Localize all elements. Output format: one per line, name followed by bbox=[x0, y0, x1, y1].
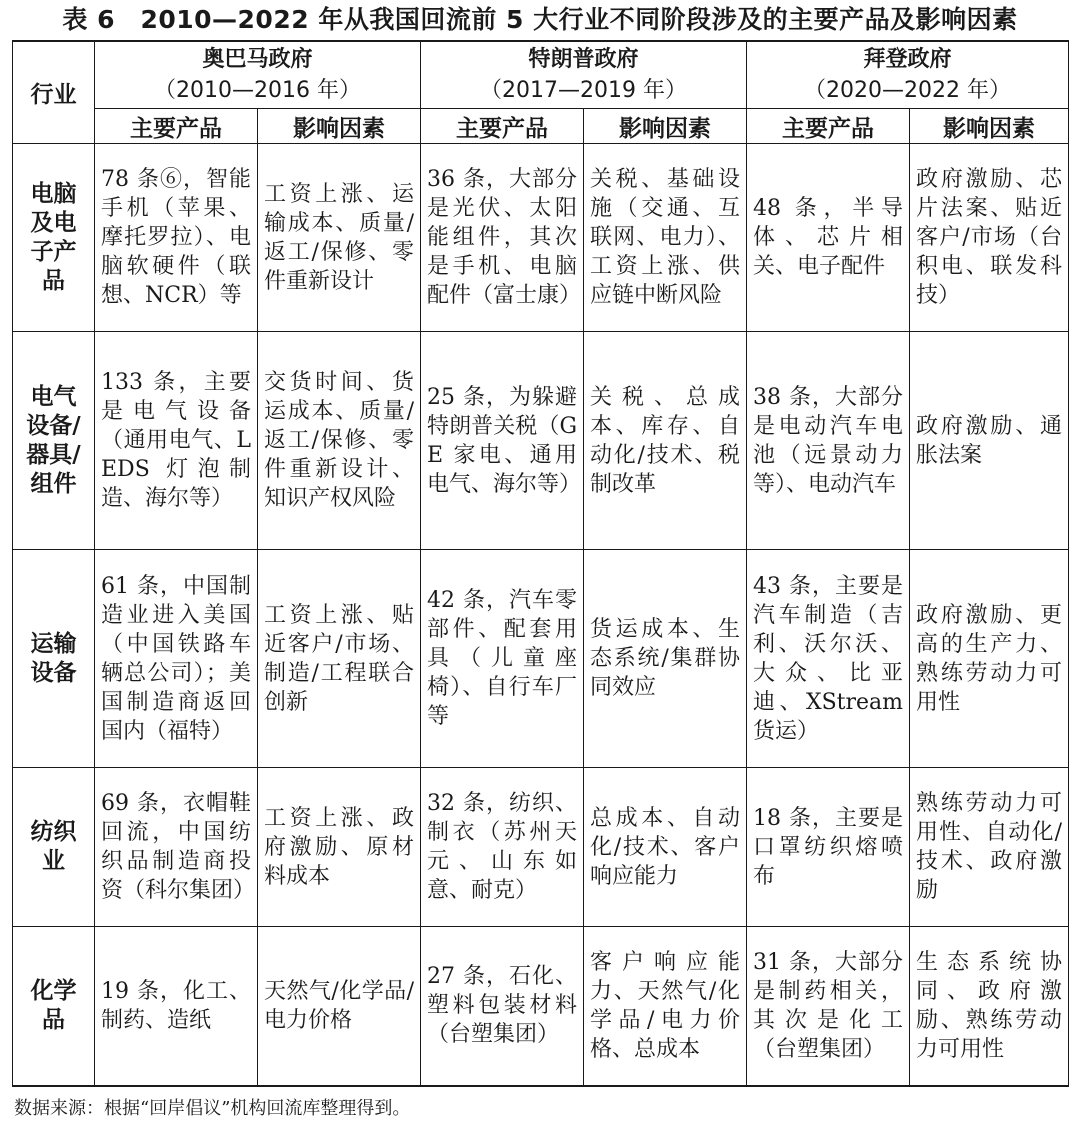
group-name: 拜登政府 bbox=[863, 47, 952, 72]
subheader-factors: 影响因素 bbox=[258, 109, 421, 144]
industry-cell: 运输设备 bbox=[13, 550, 95, 768]
subheader-products: 主要产品 bbox=[747, 109, 910, 144]
subheader-products: 主要产品 bbox=[95, 109, 258, 144]
table-cell: 客户响应能力、天然气/化学品/电力价格、总成本 bbox=[584, 927, 747, 1086]
group-period: （2017—2019 年） bbox=[480, 78, 688, 103]
subheader-factors: 影响因素 bbox=[910, 109, 1069, 144]
subheader-products: 主要产品 bbox=[421, 109, 584, 144]
header-row-sub bbox=[13, 109, 1069, 144]
table-title: 表 6 2010—2022 年从我国回流前 5 大行业不同阶段涉及的主要产品及影响因素 bbox=[62, 5, 1018, 34]
table-cell: 61 条，中国制造业进入美国（中国铁路车辆总公司）；美国制造商返回国内（福特） bbox=[95, 550, 258, 768]
table-cell: 19 条，化工、制药、造纸 bbox=[95, 927, 258, 1086]
table-row bbox=[13, 144, 1069, 332]
table-cell: 政府激励、更高的生产力、熟练劳动力可用性 bbox=[910, 550, 1069, 768]
group-header-trump bbox=[421, 41, 747, 109]
table-cell: 38 条，大部分是电动汽车电池（远景动力等）、电动汽车 bbox=[747, 332, 910, 550]
table-cell: 133 条，主要是电气设备（通用电气、LEDS 灯泡制造、海尔等） bbox=[95, 332, 258, 550]
table-cell: 关税、总成本、库存、自动化/技术、税制改革 bbox=[584, 332, 747, 550]
group-name: 奥巴马政府 bbox=[202, 47, 313, 72]
table-cell: 政府激励、芯片法案、贴近客户/市场（台积电、联发科技） bbox=[910, 144, 1069, 332]
group-period: （2020—2022 年） bbox=[804, 78, 1012, 103]
industry-cell: 电脑及电子产品 bbox=[13, 144, 95, 332]
table-cell: 27 条，石化、塑料包装材料（台塑集团） bbox=[421, 927, 584, 1086]
table-cell: 25 条，为躲避特朗普关税（GE 家电、通用电气、海尔等） bbox=[421, 332, 584, 550]
table-cell: 熟练劳动力可用性、自动化/技术、政府激励 bbox=[910, 768, 1069, 927]
table-row bbox=[13, 550, 1069, 768]
table-cell: 总成本、自动化/技术、客户响应能力 bbox=[584, 768, 747, 927]
table-cell: 天然气/化学品/电力价格 bbox=[258, 927, 421, 1086]
table-cell: 生态系统协同、政府激励、熟练劳动力可用性 bbox=[910, 927, 1069, 1086]
table-cell: 32 条，纺织、制衣（苏州天元、山东如意、耐克） bbox=[421, 768, 584, 927]
table-cell: 78 条⑥，智能手机（苹果、摩托罗拉）、电脑软硬件（联想、NCR）等 bbox=[95, 144, 258, 332]
table-cell: 政府激励、通胀法案 bbox=[910, 332, 1069, 550]
table-cell: 69 条，衣帽鞋回流，中国纺织品制造商投资（科尔集团） bbox=[95, 768, 258, 927]
table-row bbox=[13, 927, 1069, 1086]
group-header-obama bbox=[95, 41, 421, 109]
data-table bbox=[12, 40, 1069, 1087]
group-name: 特朗普政府 bbox=[528, 47, 639, 72]
table-cell: 42 条，汽车零部件、配套用具（儿童座椅）、自行车厂等 bbox=[421, 550, 584, 768]
group-header-biden bbox=[747, 41, 1069, 109]
table-cell: 36 条，大部分是光伏、太阳能组件，其次是手机、电脑配件（富士康） bbox=[421, 144, 584, 332]
industry-cell: 电气设备/器具/组件 bbox=[13, 332, 95, 550]
industry-cell: 化学品 bbox=[13, 927, 95, 1086]
source-note: 数据来源：根据“回岸倡议”机构回流库整理得到。 bbox=[14, 1098, 411, 1119]
table-cell: 31 条，大部分是制药相关，其次是化工（台塑集团） bbox=[747, 927, 910, 1086]
table-row bbox=[13, 768, 1069, 927]
group-period: （2010—2016 年） bbox=[154, 78, 361, 103]
table-cell: 18 条，主要是口罩纺织熔喷布 bbox=[747, 768, 910, 927]
table-cell: 交货时间、货运成本、质量/返工/保修、零件重新设计、知识产权风险 bbox=[258, 332, 421, 550]
industry-cell: 纺织业 bbox=[13, 768, 95, 927]
header-row-groups bbox=[13, 41, 1069, 109]
table-row bbox=[13, 332, 1069, 550]
table-cell: 43 条，主要是汽车制造（吉利、沃尔沃、大众、比亚迪、XStream 货运） bbox=[747, 550, 910, 768]
table-cell: 48 条，半导体、芯片相关、电子配件 bbox=[747, 144, 910, 332]
table-cell: 工资上涨、运输成本、质量/返工/保修、零件重新设计 bbox=[258, 144, 421, 332]
industry-header: 行业 bbox=[13, 41, 95, 144]
table-cell: 工资上涨、贴近客户/市场、制造/工程联合创新 bbox=[258, 550, 421, 768]
table-cell: 工资上涨、政府激励、原材料成本 bbox=[258, 768, 421, 927]
subheader-factors: 影响因素 bbox=[584, 109, 747, 144]
table-cell: 关税、基础设施（交通、互联网、电力）、工资上涨、供应链中断风险 bbox=[584, 144, 747, 332]
table-cell: 货运成本、生态系统/集群协同效应 bbox=[584, 550, 747, 768]
